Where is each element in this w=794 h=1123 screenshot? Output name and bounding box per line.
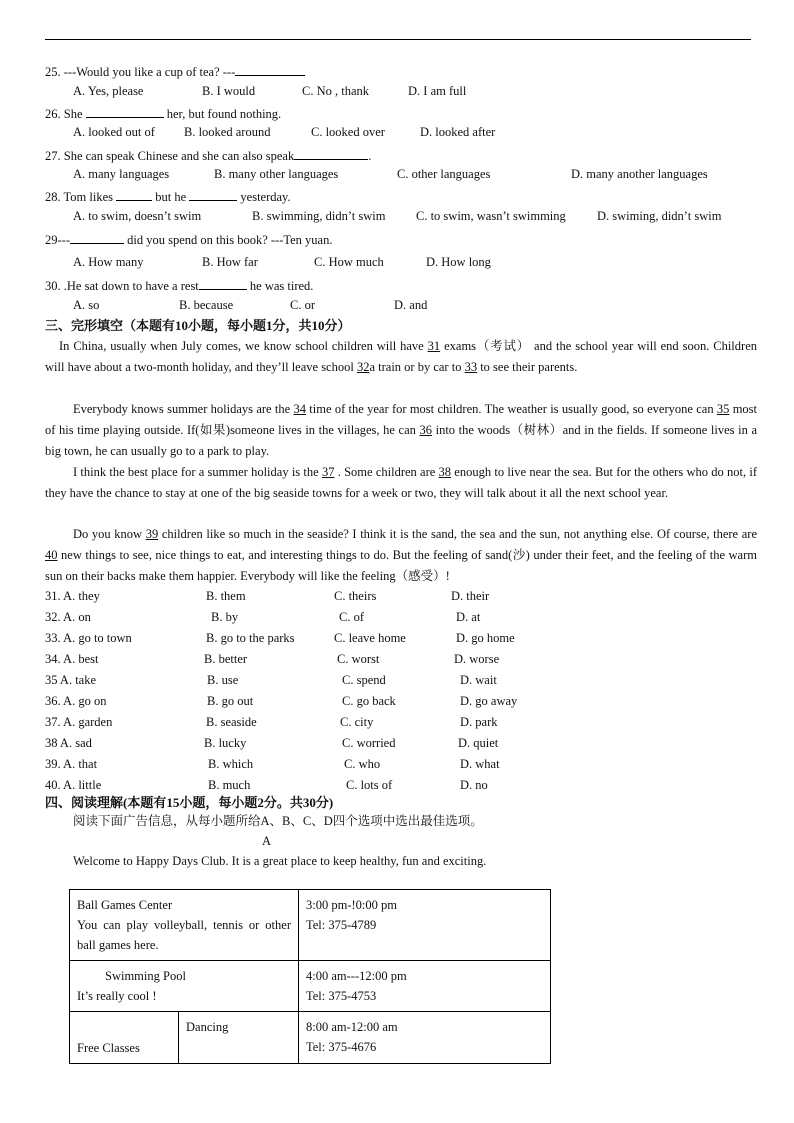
question-26-stem: 26. She her, but found nothing. bbox=[45, 107, 282, 121]
cloze-paragraph-1: In China, usually when July comes, we know school children will have 31 exams（考试） and the school year will end soon. Children will have about a two-month holiday, and they’ll leave school 32a train or by car to 33 to see their parents. bbox=[45, 339, 757, 374]
cloze-31-option-b: B. them bbox=[206, 589, 246, 603]
cloze-33-option-d: D. go home bbox=[456, 631, 515, 645]
question-30-option-b: B. because bbox=[179, 298, 234, 312]
question-26-option-b: B. looked around bbox=[184, 125, 271, 139]
question-25-option-d: D. I am full bbox=[408, 84, 467, 98]
question-29-option-d: D. How long bbox=[426, 255, 491, 269]
cloze-35-option-b: B. use bbox=[207, 673, 239, 687]
cloze-34-option-c: C. worst bbox=[337, 652, 380, 666]
cloze-35-option-d: D. wait bbox=[460, 673, 497, 687]
ball-games-desc: You can play volleyball, tennis or other ball games here. bbox=[77, 918, 291, 952]
club-info-table bbox=[69, 889, 551, 1064]
dancing-info bbox=[299, 1012, 551, 1064]
section-3-title: 三、完形填空（本题有10小题，每小题1分，共10分） bbox=[45, 318, 351, 333]
free-classes-cell bbox=[70, 1012, 179, 1064]
cloze-36-option-a: 36. A. go on bbox=[45, 694, 107, 708]
cloze-34-option-a: 34. A. best bbox=[45, 652, 99, 666]
blank-36: 36 bbox=[419, 423, 432, 437]
cloze-34-option-b: B. better bbox=[204, 652, 248, 666]
cloze-paragraph-3: I think the best place for a summer holiday is the 37 . Some children are 38 enough to live near the sea. But for the others who do not, if they have the chance to stay at one of the big seaside towns for a week or two, they will talk about it all the next school year. bbox=[45, 465, 757, 500]
question-27-option-d: D. many another languages bbox=[571, 167, 708, 181]
question-25-option-c: C. No , thank bbox=[302, 84, 370, 98]
cloze-36-option-b: B. go out bbox=[207, 694, 254, 708]
cloze-33-option-a: 33. A. go to town bbox=[45, 631, 132, 645]
cloze-31-option-a: 31. A. they bbox=[45, 589, 100, 603]
cloze-39-option-a: 39. A. that bbox=[45, 757, 98, 771]
ball-games-info bbox=[299, 890, 551, 961]
question-29-stem: 29--- did you spend on this book? ---Ten yuan. bbox=[45, 233, 333, 247]
question-28-stem: 28. Tom likes but he yesterday. bbox=[45, 190, 291, 204]
question-27-option-b: B. many other languages bbox=[214, 167, 339, 181]
cloze-39-option-b: B. which bbox=[208, 757, 254, 771]
question-26-option-a: A. looked out of bbox=[73, 125, 155, 139]
question-28-option-d: D. swiming, didn’t swim bbox=[597, 209, 722, 223]
blank-37: 37 bbox=[321, 465, 335, 479]
ball-games-tel: Tel: 375-4789 bbox=[306, 918, 377, 932]
cloze-38-option-d: D. quiet bbox=[458, 736, 499, 750]
blank-32: 32 bbox=[356, 360, 370, 374]
question-26-option-c: C. looked over bbox=[311, 125, 385, 139]
ball-games-cell bbox=[70, 890, 299, 961]
swimming-pool-info bbox=[299, 961, 551, 1012]
question-27-stem: 27. She can speak Chinese and she can also speak . bbox=[45, 149, 372, 163]
cloze-40-option-a: 40. A. little bbox=[45, 778, 102, 792]
question-30-option-c: C. or bbox=[290, 298, 315, 312]
passage-intro: Welcome to Happy Days Club. It is a great place to keep healthy, fun and exciting. bbox=[73, 854, 487, 868]
answer-blank bbox=[116, 189, 152, 201]
question-30-option-a: A. so bbox=[73, 298, 100, 312]
cloze-paragraph-4: Do you know 39 children like so much in the seaside? I think it is the sand, the sea and the sun, not anything else. Of course, there are 40 new things to see, nice things to eat, and interesting things to do. But the feeling of sand(沙) under their feet, and the feeling of the warm sun on their backs make them happier. Everybody will like the feeling（感受）! bbox=[45, 527, 757, 583]
question-26-option-d: D. looked after bbox=[420, 125, 496, 139]
blank-34: 34 bbox=[293, 402, 306, 416]
cloze-36-option-d: D. go away bbox=[460, 694, 518, 708]
question-27-option-a: A. many languages bbox=[73, 167, 170, 181]
cloze-35-option-a: 35 A. take bbox=[45, 673, 97, 687]
cloze-40-option-d: D. no bbox=[460, 778, 488, 792]
free-classes-label: Free Classes bbox=[77, 1041, 140, 1055]
blank-33: 33 bbox=[464, 360, 478, 374]
cloze-33-option-c: C. leave home bbox=[334, 631, 406, 645]
question-28-option-c: C. to swim, wasn’t swimming bbox=[416, 209, 566, 223]
swimming-pool-tel: Tel: 375-4753 bbox=[306, 989, 377, 1003]
answer-blank bbox=[70, 232, 124, 244]
swimming-pool-cell bbox=[70, 961, 299, 1012]
cloze-37-option-b: B. seaside bbox=[206, 715, 257, 729]
dancing-time: 8:00 am-12:00 am bbox=[306, 1020, 398, 1034]
cloze-35-option-c: C. spend bbox=[342, 673, 386, 687]
cloze-31-option-c: C. theirs bbox=[334, 589, 377, 603]
section-4-instruction: 阅读下面广告信息，从每小题所给A、B、C、D四个选项中选出最佳选项。 bbox=[73, 814, 483, 828]
cloze-38-option-b: B. lucky bbox=[204, 736, 247, 750]
ball-games-time: 3:00 pm-!0:00 pm bbox=[306, 898, 397, 912]
question-29-option-b: B. How far bbox=[202, 255, 258, 269]
cloze-32-option-a: 32. A. on bbox=[45, 610, 91, 624]
cloze-31-option-d: D. their bbox=[451, 589, 490, 603]
answer-blank bbox=[86, 106, 164, 118]
cloze-39-option-c: C. who bbox=[344, 757, 381, 771]
blank-40: 40 bbox=[45, 548, 58, 562]
question-30-option-d: D. and bbox=[394, 298, 428, 312]
cloze-38-option-c: C. worried bbox=[342, 736, 396, 750]
blank-35: 35 bbox=[716, 402, 730, 416]
question-28-option-b: B. swimming, didn’t swim bbox=[252, 209, 386, 223]
blank-31: 31 bbox=[427, 339, 441, 353]
blank-38: 38 bbox=[438, 465, 452, 479]
cloze-33-option-b: B. go to the parks bbox=[206, 631, 295, 645]
cloze-37-option-d: D. park bbox=[460, 715, 498, 729]
passage-letter: A bbox=[262, 834, 272, 848]
cloze-40-option-b: B. much bbox=[208, 778, 251, 792]
cloze-paragraph-2: Everybody knows summer holidays are the 34 time of the year for most children. The weather is usually good, so everyone can 35 most of his time playing outside. If(如果)someone lives in the villages, he can 36 into the woods（树林）and in the fields. If someone lives in a big town, he can usually go to a park to play. bbox=[45, 402, 758, 458]
cloze-38-option-a: 38 A. sad bbox=[45, 736, 92, 750]
question-30-stem: 30. .He sat down to have a rest he was tired. bbox=[45, 279, 314, 293]
dancing-label: Dancing bbox=[186, 1020, 229, 1034]
cloze-37-option-c: C. city bbox=[340, 715, 374, 729]
cloze-40-option-c: C. lots of bbox=[346, 778, 393, 792]
question-25-stem: 25. ---Would you like a cup of tea? --- bbox=[45, 64, 305, 79]
cloze-32-option-b: B. by bbox=[211, 610, 239, 624]
dancing-cell bbox=[179, 1012, 299, 1064]
swimming-pool-time: 4:00 am---12:00 pm bbox=[306, 969, 407, 983]
answer-blank bbox=[189, 189, 237, 201]
answer-blank bbox=[294, 148, 368, 160]
question-25-option-a: A. Yes, please bbox=[73, 84, 144, 98]
dancing-tel: Tel: 375-4676 bbox=[306, 1040, 377, 1054]
cloze-39-option-d: D. what bbox=[460, 757, 500, 771]
question-25-option-b: B. I would bbox=[202, 84, 256, 98]
blank-39: 39 bbox=[145, 527, 159, 541]
question-29-option-c: C. How much bbox=[314, 255, 384, 269]
question-29-option-a: A. How many bbox=[73, 255, 144, 269]
question-27-option-c: C. other languages bbox=[397, 167, 491, 181]
ball-games-title: Ball Games Center bbox=[77, 898, 173, 912]
cloze-32-option-c: C. of bbox=[339, 610, 364, 624]
cloze-34-option-d: D. worse bbox=[454, 652, 500, 666]
swimming-pool-title: Swimming Pool bbox=[105, 969, 186, 983]
cloze-37-option-a: 37. A. garden bbox=[45, 715, 113, 729]
answer-blank bbox=[235, 64, 305, 76]
swimming-pool-desc: It’s really cool ! bbox=[77, 989, 157, 1003]
cloze-36-option-c: C. go back bbox=[342, 694, 396, 708]
cloze-32-option-d: D. at bbox=[456, 610, 481, 624]
question-28-option-a: A. to swim, doesn’t swim bbox=[73, 209, 202, 223]
section-4-title: 四、阅读理解(本题有15小题，每小题2分。共30分) bbox=[45, 795, 334, 810]
answer-blank bbox=[199, 278, 247, 290]
top-rule bbox=[45, 39, 751, 40]
